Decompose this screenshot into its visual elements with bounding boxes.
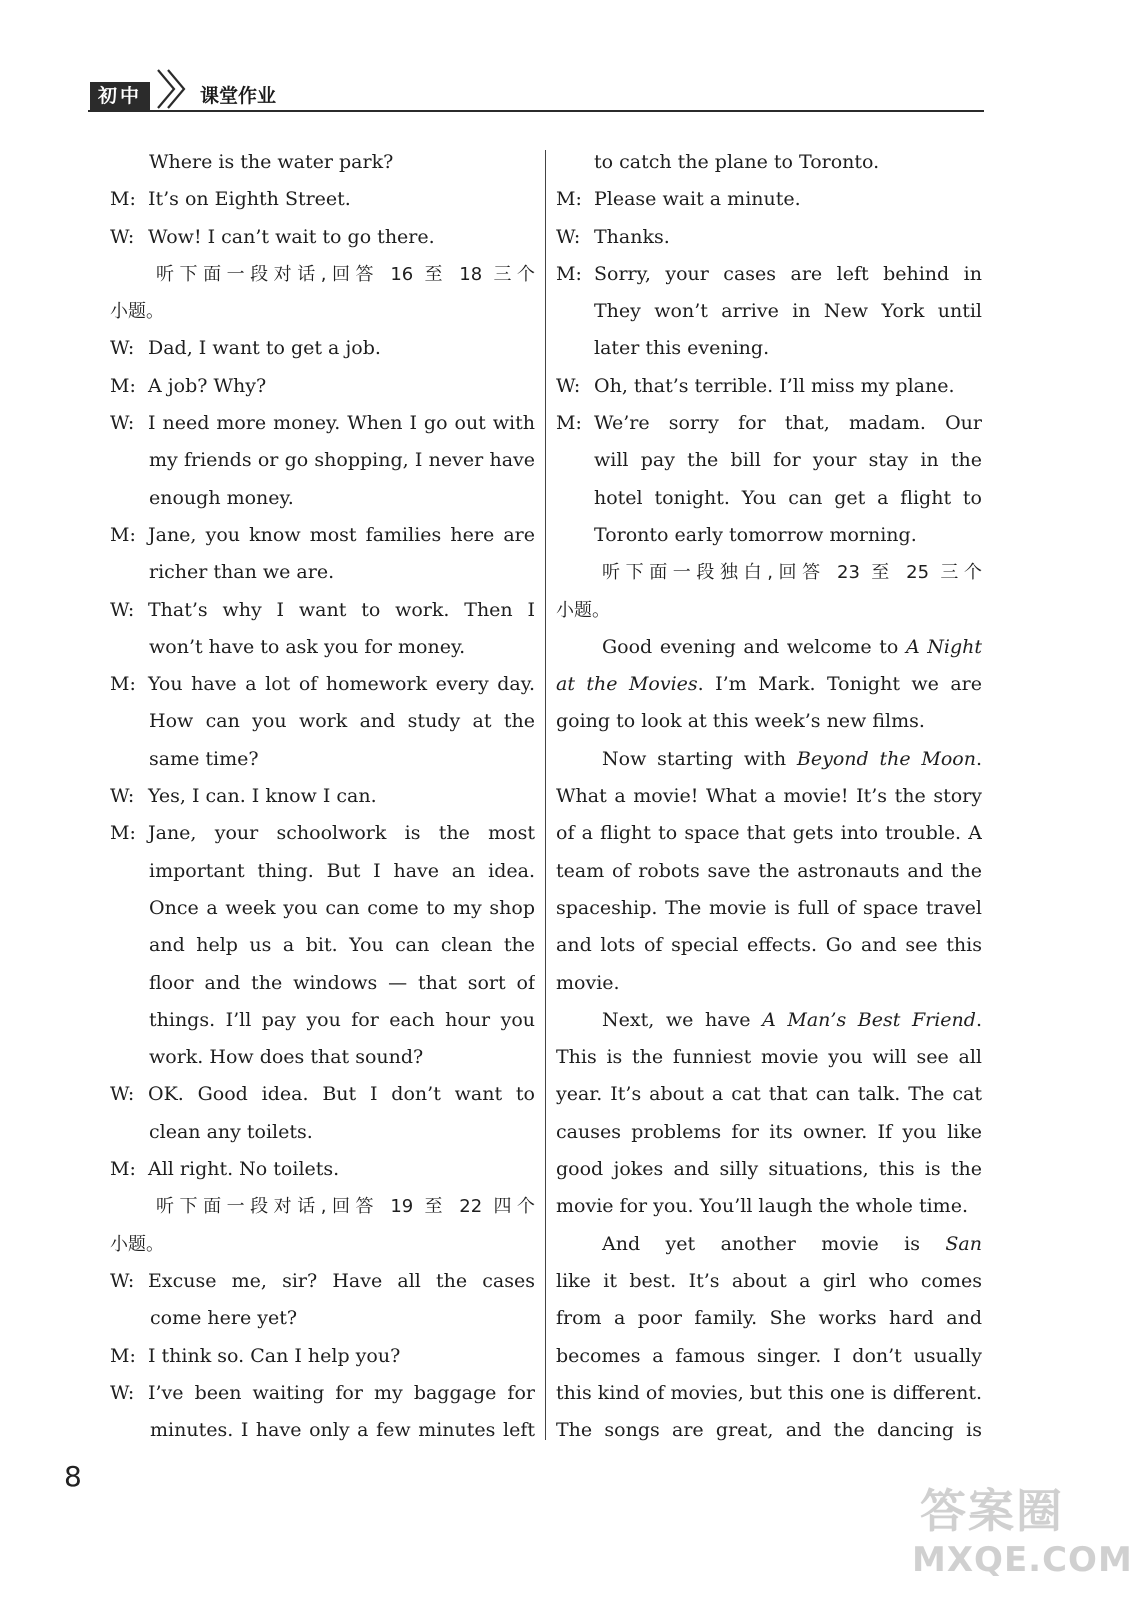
speaker-label: W: — [556, 374, 581, 397]
text-line — [110, 592, 535, 629]
speaker-label: W: — [110, 785, 135, 808]
section-instruction: 小题。 — [110, 301, 164, 323]
text-segment: Next, we have — [602, 1008, 763, 1031]
text-line — [556, 890, 982, 927]
text-line: won’t have to ask you for money. — [149, 635, 466, 658]
text-line — [110, 368, 535, 405]
text-segment: becomes a famous singer. I don’t usually — [556, 1344, 982, 1367]
text-line — [556, 1188, 982, 1225]
text-segment: year. It’s about a cat that can talk. The cat — [556, 1083, 982, 1106]
speaker-label: M: — [556, 412, 582, 435]
dialogue-text: OK. Good idea. But I don’t want to — [148, 1083, 535, 1106]
text-line: and help us a bit. You can clean the — [149, 934, 535, 957]
text-line — [556, 1039, 982, 1076]
movie-title: A Man’s Best Friend — [762, 1008, 976, 1031]
text-segment: movie. — [556, 971, 620, 994]
text-line — [556, 965, 982, 1002]
text-line: later this evening. — [594, 337, 770, 360]
movie-title: at the Movies — [556, 673, 698, 696]
text-line — [556, 853, 982, 890]
section-instruction: 听下面一段独白,回答 23 至 25 三个 — [602, 562, 982, 584]
text-line — [556, 219, 982, 256]
text-line — [110, 1375, 535, 1412]
text-line — [556, 1226, 982, 1263]
speaker-label: W: — [110, 1269, 135, 1292]
speaker-label: M: — [556, 262, 582, 285]
text-line: come here yet? — [150, 1307, 298, 1330]
speaker-label: W: — [110, 1083, 135, 1106]
watermark-logo: 答案圈 MXQE.COM — [912, 1484, 1133, 1580]
text-line — [556, 741, 982, 778]
dialogue-text: Yes, I can. I know I can. — [148, 785, 377, 808]
text-segment: team of robots save the astronauts and the — [556, 859, 982, 882]
text-line — [110, 330, 535, 367]
dialogue-text: We’re sorry for that, madam. Our — [594, 412, 982, 435]
text-line — [556, 1263, 982, 1300]
text-segment: The songs are great, and the dancing is — [556, 1419, 982, 1442]
text-line — [110, 1263, 535, 1300]
text-line: floor and the windows — that sort of — [149, 971, 535, 994]
section-title: 课堂作业 — [200, 85, 277, 107]
dialogue-text: That’s why I want to work. Then I — [148, 598, 535, 621]
text-line: Toronto early tomorrow morning. — [594, 523, 917, 546]
text-segment: causes problems for its owner. If you like — [556, 1120, 982, 1143]
dialogue-text: Oh, that’s terrible. I’ll miss my plane. — [594, 374, 955, 397]
section-instruction: 听下面一段对话,回答 16 至 18 三个 — [156, 263, 535, 285]
text-line — [556, 1300, 982, 1337]
speaker-label: W: — [110, 598, 135, 621]
dialogue-text: Sorry, your cases are left behind in — [594, 262, 982, 285]
dialogue-text: Wow! I can’t wait to go there. — [148, 225, 435, 248]
text-line — [556, 256, 982, 293]
text-line: How can you work and study at the — [149, 710, 535, 733]
text-line — [556, 703, 982, 740]
text-line — [110, 181, 535, 218]
dialogue-text: It’s on Eighth Street. — [148, 188, 351, 211]
dialogue-text: You have a lot of homework every day. — [148, 673, 535, 696]
text-line — [556, 778, 982, 815]
left-column — [110, 144, 535, 1449]
speaker-label: W: — [110, 412, 135, 435]
text-line — [110, 219, 535, 256]
text-line — [110, 778, 535, 815]
text-line — [556, 405, 982, 442]
text-segment: Now starting with — [602, 747, 797, 770]
text-segment: good jokes and silly situations, this is the — [556, 1158, 982, 1181]
text-line: same time? — [149, 747, 259, 770]
text-line — [556, 1002, 982, 1039]
speaker-label: M: — [110, 523, 136, 546]
speaker-label: M: — [556, 188, 582, 211]
page-header — [88, 62, 984, 114]
text-line: work. How does that sound? — [149, 1046, 424, 1069]
dialogue-text: Dad, I want to get a job. — [148, 337, 381, 360]
text-line — [110, 1338, 535, 1375]
movie-title: A Night — [905, 635, 982, 658]
text-segment: from a poor family. She works hard and — [556, 1307, 982, 1330]
dialogue-text: All right. No toilets. — [148, 1158, 340, 1181]
text-line — [556, 1412, 982, 1449]
text-segment: going to look at this week’s new films. — [556, 710, 925, 733]
section-instruction: 小题。 — [556, 599, 610, 621]
text-line: clean any toilets. — [149, 1120, 313, 1143]
text-segment: this kind of movies, but this one is different. — [556, 1381, 982, 1404]
text-segment: spaceship. The movie is full of space travel — [556, 896, 982, 919]
text-line: my friends or go shopping, I never have — [149, 449, 535, 472]
dialogue-text: Thanks. — [594, 225, 670, 248]
text-line: to catch the plane to Toronto. — [594, 151, 880, 173]
text-line — [110, 1151, 535, 1188]
dialogue-text: Jane, you know most families here are — [148, 523, 535, 546]
dialogue-text: Please wait a minute. — [594, 188, 801, 211]
speaker-label: M: — [110, 374, 136, 397]
speaker-label: M: — [110, 1344, 136, 1367]
text-segment: . — [975, 1008, 982, 1031]
text-line: They won’t arrive in New York until — [594, 300, 982, 323]
text-line — [556, 1151, 982, 1188]
page-number: 8 — [64, 1460, 82, 1493]
column-divider — [545, 150, 546, 1440]
movie-title: Beyond the Moon — [796, 747, 976, 770]
text-segment: movie for you. You’ll laugh the whole time. — [556, 1195, 968, 1218]
dialogue-text: I’ve been waiting for my baggage for — [148, 1381, 535, 1404]
speaker-label: M: — [110, 1158, 136, 1181]
text-line — [556, 1375, 982, 1412]
speaker-label: M: — [110, 188, 136, 211]
text-segment: . I’m Mark. Tonight we are — [697, 673, 982, 696]
dialogue-text: Excuse me, sir? Have all the cases — [148, 1269, 535, 1292]
text-line: hotel tonight. You can get a flight to — [594, 486, 982, 509]
text-line: things. I’ll pay you for each hour you — [149, 1008, 535, 1031]
text-line: minutes. I have only a few minutes left — [150, 1419, 535, 1442]
section-instruction: 小题。 — [110, 1233, 164, 1255]
text-line — [556, 815, 982, 852]
speaker-label: W: — [556, 225, 581, 248]
text-segment: like it best. It’s about a girl who comes — [556, 1269, 982, 1292]
speaker-label: W: — [110, 225, 135, 248]
text-line — [110, 666, 535, 703]
text-line — [556, 1076, 982, 1113]
text-segment: of a flight to space that gets into trouble. A — [556, 822, 982, 845]
header-rule — [88, 110, 984, 112]
text-line — [110, 517, 535, 554]
text-line — [556, 927, 982, 964]
text-line — [556, 368, 982, 405]
text-segment: What a movie! What a movie! It’s the story — [556, 785, 982, 808]
text-line: will pay the bill for your stay in the — [594, 449, 982, 472]
dialogue-text: I need more money. When I go out with — [148, 412, 535, 435]
text-line — [556, 629, 982, 666]
speaker-label: W: — [110, 337, 135, 360]
text-segment: and lots of special effects. Go and see this — [556, 934, 982, 957]
double-chevron-icon — [154, 66, 188, 112]
text-line: Once a week you can come to my shop — [149, 896, 535, 919]
text-segment: And yet another movie is — [602, 1232, 946, 1255]
text-line — [556, 181, 982, 218]
text-line: richer than we are. — [149, 561, 335, 584]
text-line: enough money. — [149, 486, 294, 509]
speaker-label: M: — [110, 822, 136, 845]
text-segment: . — [975, 747, 982, 770]
right-column — [556, 144, 982, 1449]
dialogue-text: A job? Why? — [148, 374, 267, 397]
dialogue-text: I think so. Can I help you? — [148, 1344, 401, 1367]
grade-badge: 初中 — [90, 82, 150, 110]
text-line: Where is the water park? — [149, 151, 394, 173]
speaker-label: M: — [110, 673, 136, 696]
text-line — [556, 666, 982, 703]
text-segment: Good evening and welcome to — [602, 635, 906, 658]
text-line — [110, 405, 535, 442]
text-line — [556, 1114, 982, 1151]
section-instruction: 听下面一段对话,回答 19 至 22 四个 — [156, 1196, 535, 1218]
text-line — [110, 815, 535, 852]
dialogue-text: Jane, your schoolwork is the most — [148, 822, 535, 845]
speaker-label: W: — [110, 1381, 135, 1404]
text-line — [556, 1338, 982, 1375]
text-line — [110, 1076, 535, 1113]
movie-title: San — [945, 1232, 982, 1255]
text-segment: This is the funniest movie you will see all — [556, 1046, 982, 1069]
text-line: important thing. But I have an idea. — [149, 859, 535, 882]
